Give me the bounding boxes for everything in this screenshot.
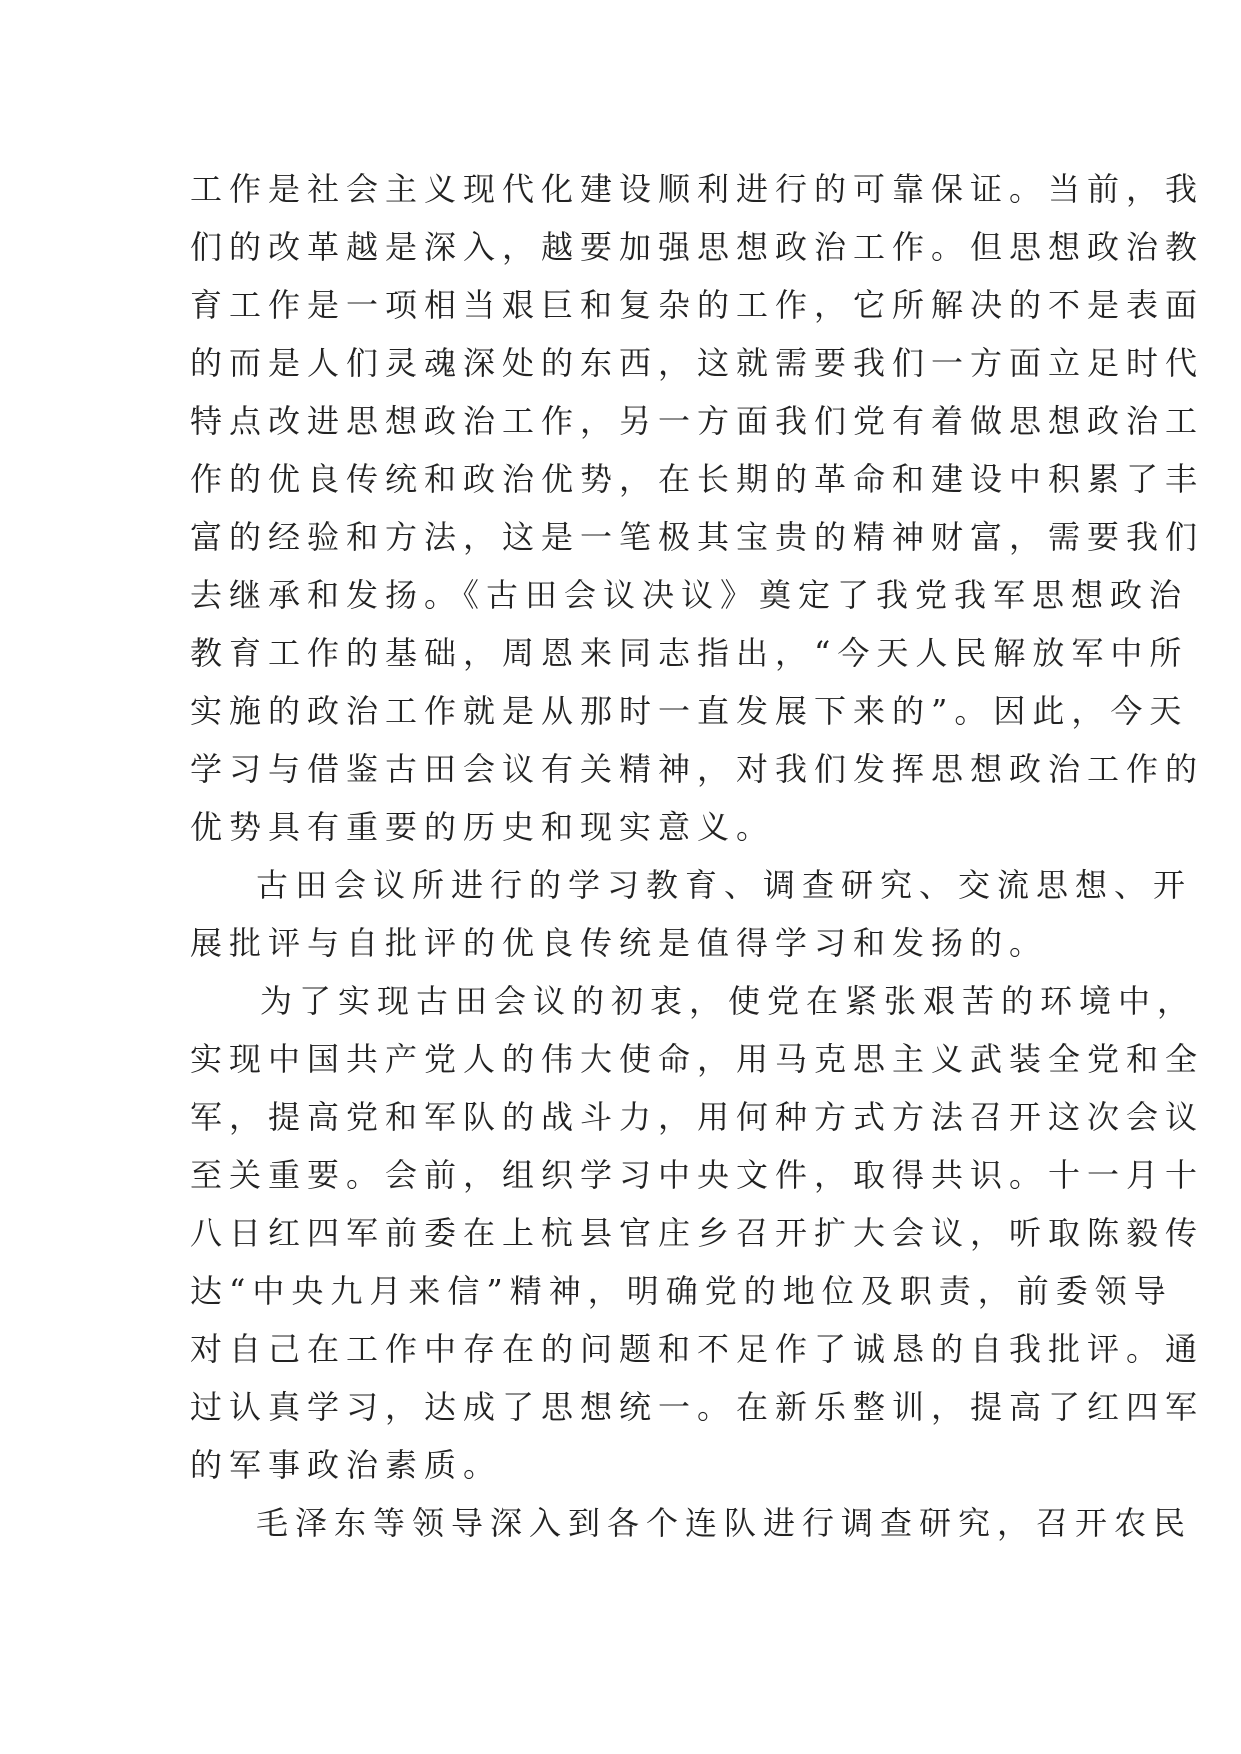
text-line: 军，提高党和军队的战斗力，用何种方式方法召开这次会议 (190, 1098, 1205, 1136)
paragraph-first-line: 古田会议所进行的学习教育、调查研究、交流思想、开 (256, 866, 1193, 904)
text-line: 去继承和发扬。《古田会议决议》奠定了我党我军思想政治 (190, 576, 1189, 614)
text-line: 实施的政治工作就是从那时一直发展下来的”。因此，今天 (190, 692, 1189, 730)
text-line: 八日红四军前委在上杭县官庄乡召开扩大会议，听取陈毅传 (190, 1214, 1205, 1252)
paragraph-first-line: 为了实现古田会议的初衷，使党在紧张艰苦的环境中， (260, 982, 1197, 1020)
text-line: 实现中国共产党人的伟大使命，用马克思主义武装全党和全 (190, 1040, 1205, 1078)
text-line: 至关重要。会前，组织学习中央文件，取得共识。十一月十 (190, 1156, 1205, 1194)
text-line: 对自己在工作中存在的问题和不足作了诚恳的自我批评。通 (190, 1330, 1205, 1368)
text-line: 达“中央九月来信”精神，明确党的地位及职责，前委领导 (190, 1272, 1173, 1310)
text-line: 的而是人们灵魂深处的东西，这就需要我们一方面立足时代 (190, 344, 1205, 382)
text-line: 们的改革越是深入，越要加强思想政治工作。但思想政治教 (190, 228, 1205, 266)
text-line: 育工作是一项相当艰巨和复杂的工作，它所解决的不是表面 (190, 286, 1205, 324)
document-body (190, 160, 1205, 1552)
text-line: 的军事政治素质。 (190, 1446, 503, 1484)
text-line: 特点改进思想政治工作，另一方面我们党有着做思想政治工 (190, 402, 1205, 440)
text-line: 优势具有重要的历史和现实意义。 (190, 808, 776, 846)
text-line: 工作是社会主义现代化建设顺利进行的可靠保证。当前，我 (190, 170, 1205, 208)
text-line: 学习与借鉴古田会议有关精神，对我们发挥思想政治工作的 (190, 750, 1205, 788)
text-line: 作的优良传统和政治优势，在长期的革命和建设中积累了丰 (190, 460, 1205, 498)
text-line: 富的经验和方法，这是一笔极其宝贵的精神财富，需要我们 (190, 518, 1205, 556)
text-line: 展批评与自批评的优良传统是值得学习和发扬的。 (190, 924, 1049, 962)
text-line: 过认真学习，达成了思想统一。在新乐整训，提高了红四军 (190, 1388, 1205, 1426)
paragraph-first-line: 毛泽东等领导深入到各个连队进行调查研究，召开农民 (256, 1504, 1193, 1542)
text-line: 教育工作的基础，周恩来同志指出，“今天人民解放军中所 (190, 634, 1189, 672)
